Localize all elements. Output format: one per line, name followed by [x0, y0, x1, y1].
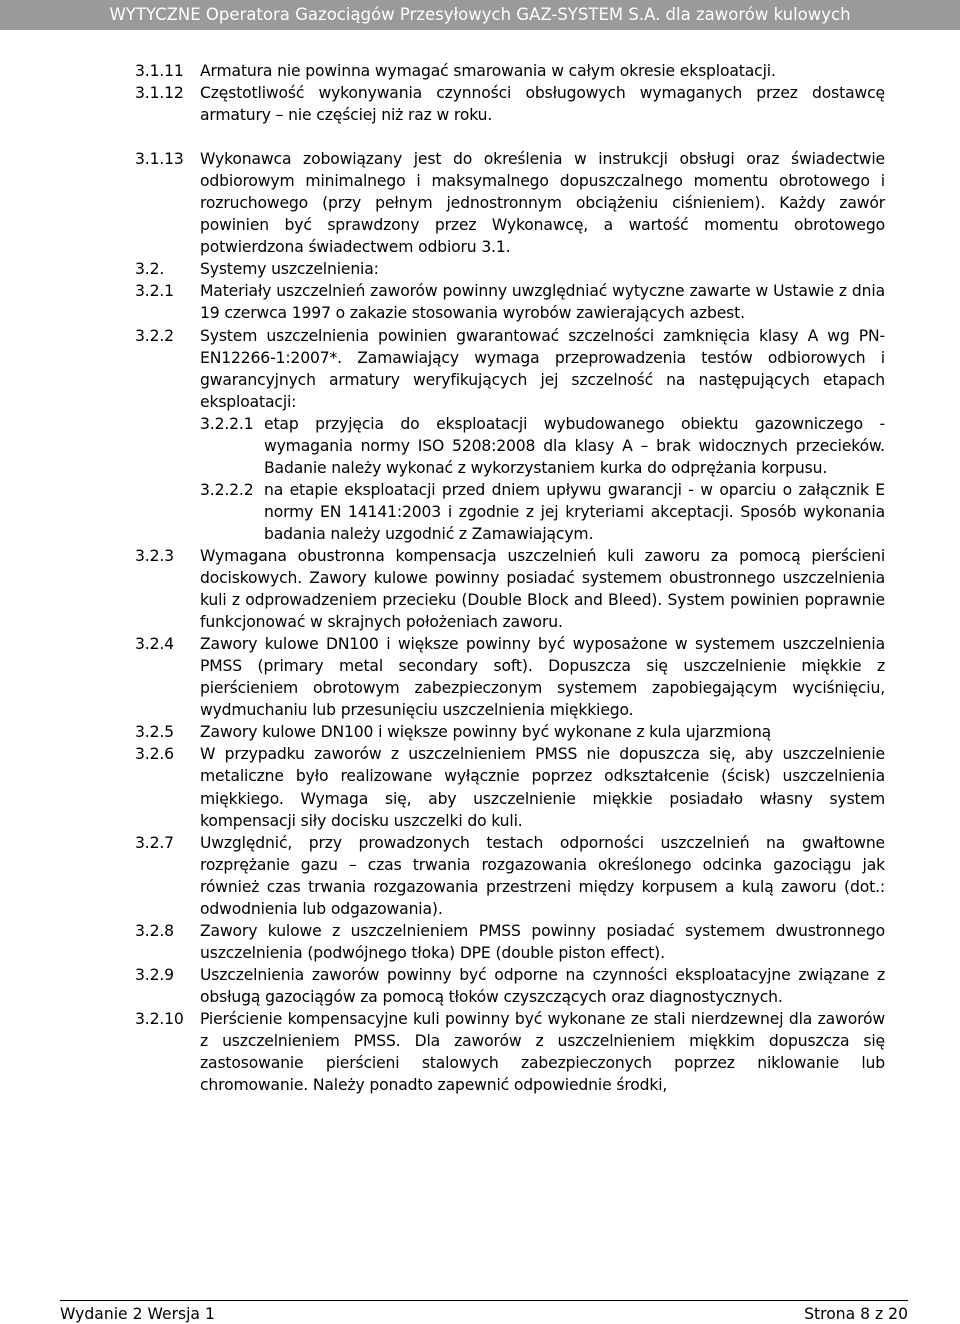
section-number: 3.1.11 — [135, 62, 184, 80]
section-3-2-6 — [135, 743, 885, 831]
section-heading: Systemy uszczelnienia: — [200, 260, 379, 279]
section-number: 3.2.7 — [135, 833, 174, 852]
section-3-1-13 — [135, 148, 885, 258]
section-text: Uszczelnienia zaworów powinny być odporne na czynności eksploatacyjne związane z obsługą gazociągów za pomocą tłoków czyszczących oraz diagnostycznych. — [200, 965, 885, 1006]
section-text: Uwzględnić, przy prowadzonych testach odporności uszczelnień na gwałtowne rozprężanie gazu – czas trwania rozgazowania określonego odcinka gazociągu jak również czas trwania rozgazowania przestrzeni między korpusem a kulą zaworu (dot.: odwodnienia lub odgazowania). — [200, 833, 885, 918]
section-text: W przypadku zaworów z uszczelnieniem PMSS nie dopuszcza się, aby uszczelnienie metaliczne było realizowane wyłącznie poprzez odkształcenie (ścisk) uszczelnienia miękkiego. Wymaga się, aby uszczelnienie miękkie posiadało własny system kompensacji siły docisku uszczelki do kuli. — [200, 745, 885, 830]
section-number: 3.2.9 — [135, 965, 174, 984]
section-3-1-11 — [135, 60, 885, 82]
section-3-2-1 — [135, 280, 885, 324]
section-3-1-12 — [135, 82, 885, 126]
page-footer — [60, 1300, 908, 1324]
section-text: Częstotliwość wykonywania czynności obsługowych wymaganych przez dostawcę armatury – nie częściej niż raz w roku. — [200, 84, 885, 125]
section-text: System uszczelnienia powinien gwarantować szczelności zamknięcia klasy A wg PN-EN12266-1:2007*. Zamawiający wymaga przeprowadzenia testów odbiorowych i gwarancyjnych armatury weryfikujących jej szczelność na następujących etapach eksploatacji: — [200, 326, 885, 411]
section-3-2-2 — [135, 325, 885, 413]
section-number: 3.2. — [135, 260, 165, 279]
section-text: Wykonawca zobowiązany jest do określenia w instrukcji obsługi oraz świadectwie odbiorowym minimalnego i maksymalnego dopuszczalnego momentu obrotowego i rozruchowego (przy pełnym jednostronnym obciążeniu ciśnieniem). Każdy zawór powinien być sprawdzony przez Wykonawcę, a wartość momentu obrotowego potwierdzona świadectwem odbioru 3.1. — [200, 150, 885, 257]
edition-version: Wydanie 2 Wersja 1 — [60, 1305, 215, 1323]
section-3-2-2-1 — [200, 413, 885, 479]
section-3-2-5 — [135, 721, 885, 743]
section-number: 3.2.6 — [135, 745, 174, 764]
section-number: 3.2.4 — [135, 635, 174, 654]
section-number: 3.2.3 — [135, 546, 174, 565]
section-number: 3.2.5 — [135, 723, 174, 742]
footer-rule — [60, 1300, 908, 1301]
section-3-2-9 — [135, 964, 885, 1008]
section-3-2-3 — [135, 545, 885, 633]
section-text: Zawory kulowe DN100 i większe powinny być wyposażone w systemem uszczelnienia PMSS (primary metal secondary soft). Dopuszcza się uszczelnienie miękkie z pierścieniem obrotowym zabezpieczonym systemem zapobiegającym wyciśnięciu, wydmuchaniu lub przesunięciu uszczelnienia miękkiego. — [200, 635, 885, 720]
section-number: 3.2.2.1 — [200, 414, 254, 433]
section-text: Armatura nie powinna wymagać smarowania w całym okresie eksploatacji. — [200, 62, 776, 80]
page-header: WYTYCZNE Operatora Gazociągów Przesyłowych GAZ-SYSTEM S.A. dla zaworów kulowych — [0, 0, 960, 30]
section-text: Materiały uszczelnień zaworów powinny uwzględniać wytyczne zawarte w Ustawie z dnia 19 czerwca 1997 o zakazie stosowania wyrobów zawierających azbest. — [200, 282, 885, 323]
section-text: Wymagana obustronna kompensacja uszczelnień kuli zaworu za pomocą pierścieni dociskowych. Zawory kulowe powinny posiadać systemem obustronnego uszczelnienia kuli z odprowadzeniem przecieku (Double Block and Bleed). System powinien poprawnie funkcjonować w skrajnych położeniach zaworu. — [200, 546, 885, 632]
section-3-2-7 — [135, 832, 885, 920]
section-number: 3.2.2.2 — [200, 480, 254, 499]
section-number: 3.1.13 — [135, 150, 184, 169]
section-text: Zawory kulowe z uszczelnieniem PMSS powinny posiadać systemem dwustronnego uszczelnienia (podwójnego tłoka) DPE (double piston effect). — [200, 921, 885, 962]
section-text: Pierścienie kompensacyjne kuli powinny być wykonane ze stali nierdzewnej dla zaworów z uszczelnieniem PMSS. Dla zaworów z uszczelnieniem miękkim dopuszcza się zastosowanie pierścieni stalowych zabezpieczonych poprzez niklowanie lub chromowanie. Należy ponadto zapewnić odpowiednie środki, — [200, 1009, 885, 1095]
section-text: Zawory kulowe DN100 i większe powinny być wykonane z kula ujarzmioną — [200, 723, 772, 742]
document-body — [135, 60, 885, 1096]
section-number: 3.1.12 — [135, 84, 184, 103]
section-3-2-10 — [135, 1008, 885, 1096]
section-number: 3.2.1 — [135, 282, 174, 301]
section-text: na etapie eksploatacji przed dniem upływu gwarancji - w oparciu o załącznik E normy EN 14141:2003 i zgodnie z jej kryteriami akceptacji. Sposób wykonania badania należy uzgodnić z Zamawiającym. — [264, 480, 885, 543]
section-text: etap przyjęcia do eksploatacji wybudowanego obiektu gazowniczego - wymagania normy ISO 5208:2008 dla klasy A – brak widocznych przecieków. Badanie należy wykonać z wykorzystaniem kurka do odprężania korpusu. — [264, 414, 885, 477]
section-number: 3.2.2 — [135, 326, 174, 345]
page-number: Strona 8 z 20 — [804, 1305, 908, 1323]
section-3-2-8 — [135, 920, 885, 964]
section-3-2-4 — [135, 633, 885, 721]
section-3-2-2-2 — [200, 479, 885, 545]
section-number: 3.2.8 — [135, 921, 174, 940]
section-3-2-heading — [135, 258, 885, 280]
section-number: 3.2.10 — [135, 1009, 184, 1028]
